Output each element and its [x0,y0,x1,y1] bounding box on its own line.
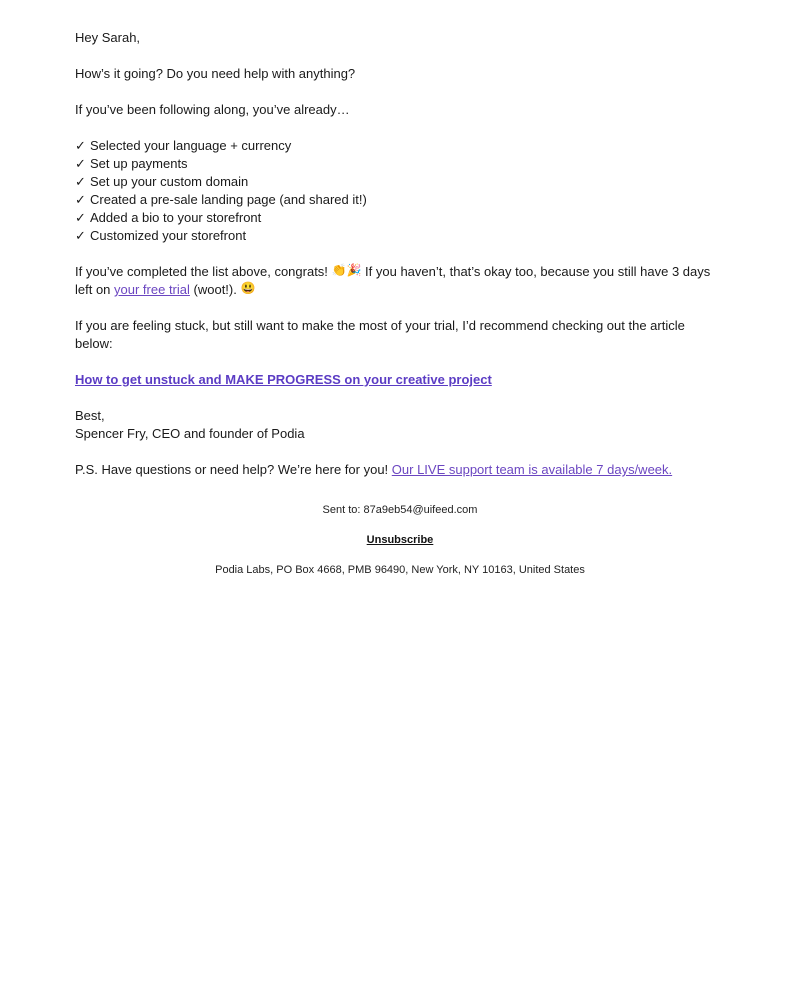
stuck-text: If you are feeling stuck, but still want to make the most of your trial, I’d recommend checking out the article below: [75,318,685,351]
checklist-item [75,227,725,245]
checklist-item-label: Selected your language + currency [90,138,292,153]
check-icon: ✓ [75,138,86,153]
checklist-item-label: Set up your custom domain [90,174,249,189]
checklist-item [75,137,725,155]
support-link[interactable]: Our LIVE support team is available 7 days/week. [391,462,673,477]
checklist-item-label: Added a bio to your storefront [90,210,262,225]
check-icon: ✓ [75,228,86,243]
ps-lead: P.S. Have questions or need help? We’re here for you! [75,462,392,477]
congrats-mid: If you haven’t, that’s okay too, because you still have 3 days left on [75,264,711,297]
intro-text: How’s it going? Do you need help with anything? [75,66,356,81]
checklist-item [75,155,725,173]
checklist-item-label: Created a pre-sale landing page (and shared it!) [90,192,367,207]
free-trial-link[interactable]: your free trial [114,282,190,297]
greeting: Hey Sarah, [75,30,141,45]
article-paragraph [75,371,725,389]
unsubscribe-link[interactable]: Unsubscribe [366,534,434,546]
checklist-item [75,191,725,209]
ps-text [75,461,725,479]
checklist-item [75,173,725,191]
clap-icon: 👏 [331,263,347,277]
check-icon: ✓ [75,156,86,171]
unsubscribe-row [0,533,800,547]
sent-to: Sent to: 87a9eb54@uifeed.com [322,504,478,516]
checklist [75,137,725,245]
mailing-address: Podia Labs, PO Box 4668, PMB 96490, New York, NY 10163, United States [215,564,585,576]
following-text: If you’ve been following along, you’ve already… [75,102,350,117]
party-icon: 🎉 [346,263,362,277]
email-body [75,0,725,479]
checklist-item [75,209,725,227]
article-link[interactable]: How to get unstuck and MAKE PROGRESS on your creative project [75,372,492,387]
checklist-item-label: Set up payments [90,156,188,171]
smile-icon: 😃 [240,281,256,295]
check-icon: ✓ [75,174,86,189]
signoff [75,407,725,443]
signoff-name: Spencer Fry, CEO and founder of Podia [75,426,305,441]
signoff-closing: Best, [75,408,105,423]
congrats-text [75,263,725,299]
congrats-lead: If you’ve completed the list above, congrats! [75,264,332,279]
check-icon: ✓ [75,192,86,207]
email-footer [0,503,800,577]
checklist-item-label: Customized your storefront [90,228,247,243]
congrats-tail: (woot!). [189,282,241,297]
check-icon: ✓ [75,210,86,225]
